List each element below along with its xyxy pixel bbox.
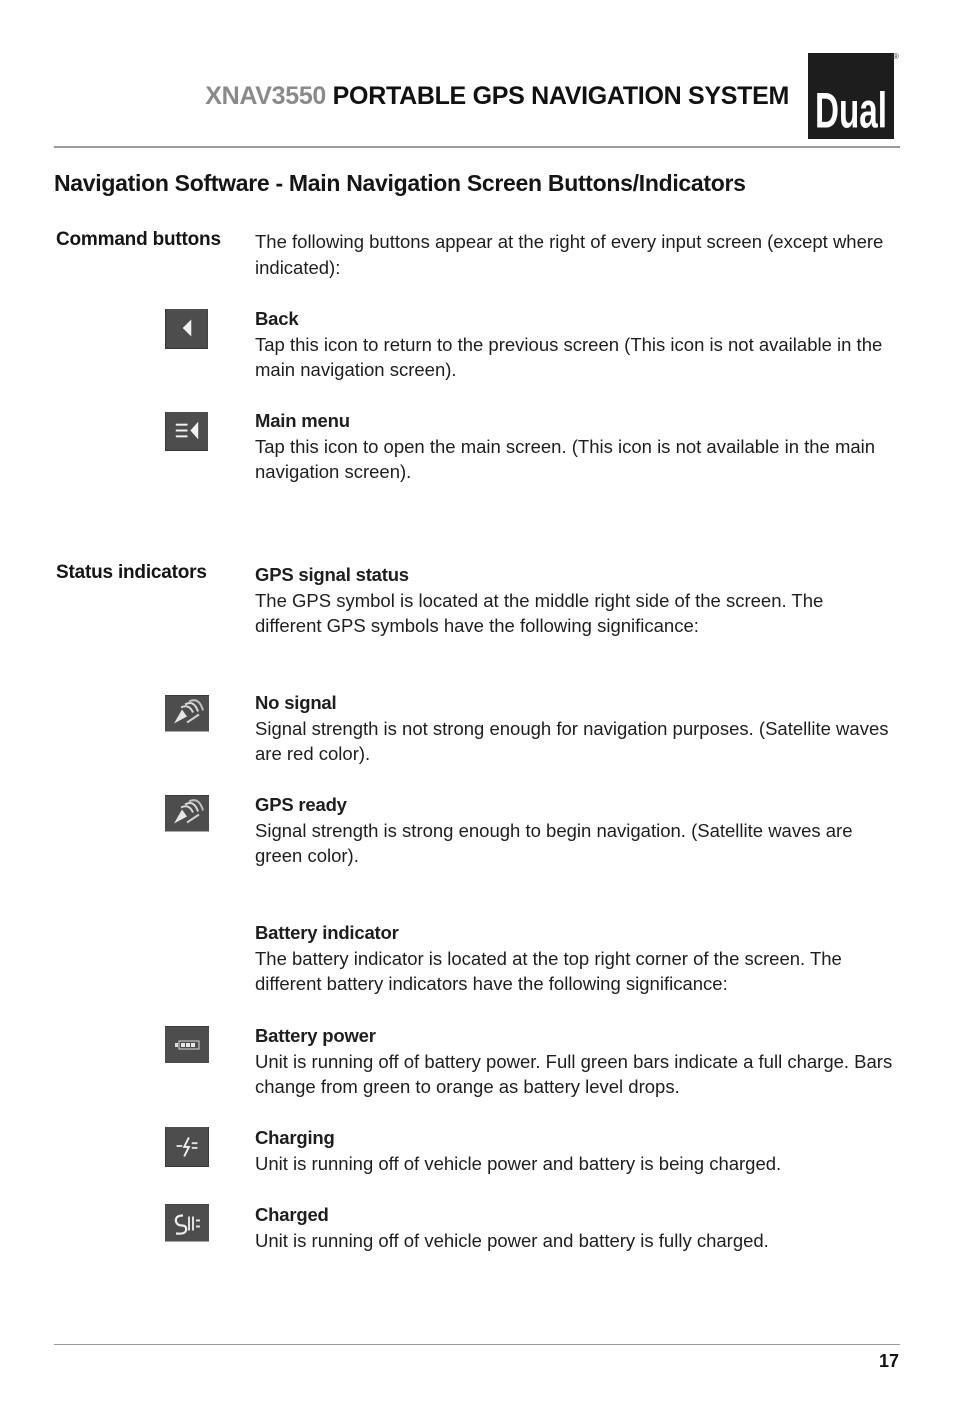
dual-logo-mark [808, 53, 894, 139]
document-header-title [205, 82, 789, 111]
page-number: 17 [878, 1351, 899, 1371]
charging-item [255, 1125, 900, 1176]
battery-indicator-description: The battery indicator is located at the top right corner of the screen. The different battery indicators have the following significance: [255, 947, 842, 995]
battery-power-title: Battery power [255, 1025, 376, 1046]
battery-charged-icon [165, 1204, 209, 1241]
main-menu-item [255, 408, 900, 485]
gps-status-description: The GPS symbol is located at the middle right side of the screen. The different GPS symbols have the following significance: [255, 589, 824, 637]
registered-mark: ® [893, 52, 899, 61]
gps-signal-status [255, 562, 855, 639]
charged-title: Charged [255, 1204, 329, 1225]
no-signal-description: Signal strength is not strong enough for navigation purposes. (Satellite waves are red color). [255, 717, 889, 765]
footer-divider [54, 1344, 900, 1345]
gps-ready-title: GPS ready [255, 794, 347, 815]
battery-indicator [255, 920, 900, 997]
back-title: Back [255, 308, 299, 329]
back-description: Tap this icon to return to the previous screen (This icon is not available in the main navigation screen). [255, 333, 883, 381]
no-signal-title: No signal [255, 692, 337, 713]
logo-text: Dual [815, 82, 887, 139]
command-buttons-label: Command buttons [56, 229, 221, 250]
battery-power-item [255, 1023, 900, 1100]
gps-ready-icon [165, 795, 209, 830]
gps-ready-description: Signal strength is strong enough to begin navigation. (Satellite waves are green color). [255, 819, 853, 867]
battery-indicator-title: Battery indicator [255, 922, 399, 943]
status-indicators-label: Status indicators [56, 562, 207, 583]
charged-item [255, 1202, 900, 1253]
command-buttons-intro [255, 229, 900, 280]
battery-charging-icon [165, 1127, 209, 1167]
main-menu-title: Main menu [255, 410, 350, 431]
header-divider [54, 146, 900, 148]
gps-no-signal-icon [165, 695, 209, 730]
gps-ready-item [255, 792, 900, 869]
model-number: XNAV3550 [205, 82, 327, 110]
gps-status-title: GPS signal status [255, 564, 409, 585]
main-menu-icon [165, 412, 208, 451]
dual-logo [808, 53, 894, 139]
battery-power-icon [165, 1026, 209, 1062]
charging-description: Unit is running off of vehicle power and battery is being charged. [255, 1152, 782, 1174]
battery-power-description: Unit is running off of battery power. Full green bars indicate a full charge. Bars change from green to orange as battery level drops. [255, 1050, 893, 1098]
main-menu-description: Tap this icon to open the main screen. (This icon is not available in the main navigation screen). [255, 435, 876, 483]
no-signal-item [255, 690, 900, 767]
section-title: Navigation Software - Main Navigation Screen Buttons/Indicators [54, 170, 746, 196]
product-name: PORTABLE GPS NAVIGATION SYSTEM [326, 82, 789, 110]
intro-text: The following buttons appear at the right of every input screen (except where indicated): [255, 231, 884, 278]
charged-description: Unit is running off of vehicle power and battery is fully charged. [255, 1229, 769, 1251]
back-arrow-icon [165, 309, 208, 349]
charging-title: Charging [255, 1127, 335, 1148]
back-item [255, 306, 900, 383]
